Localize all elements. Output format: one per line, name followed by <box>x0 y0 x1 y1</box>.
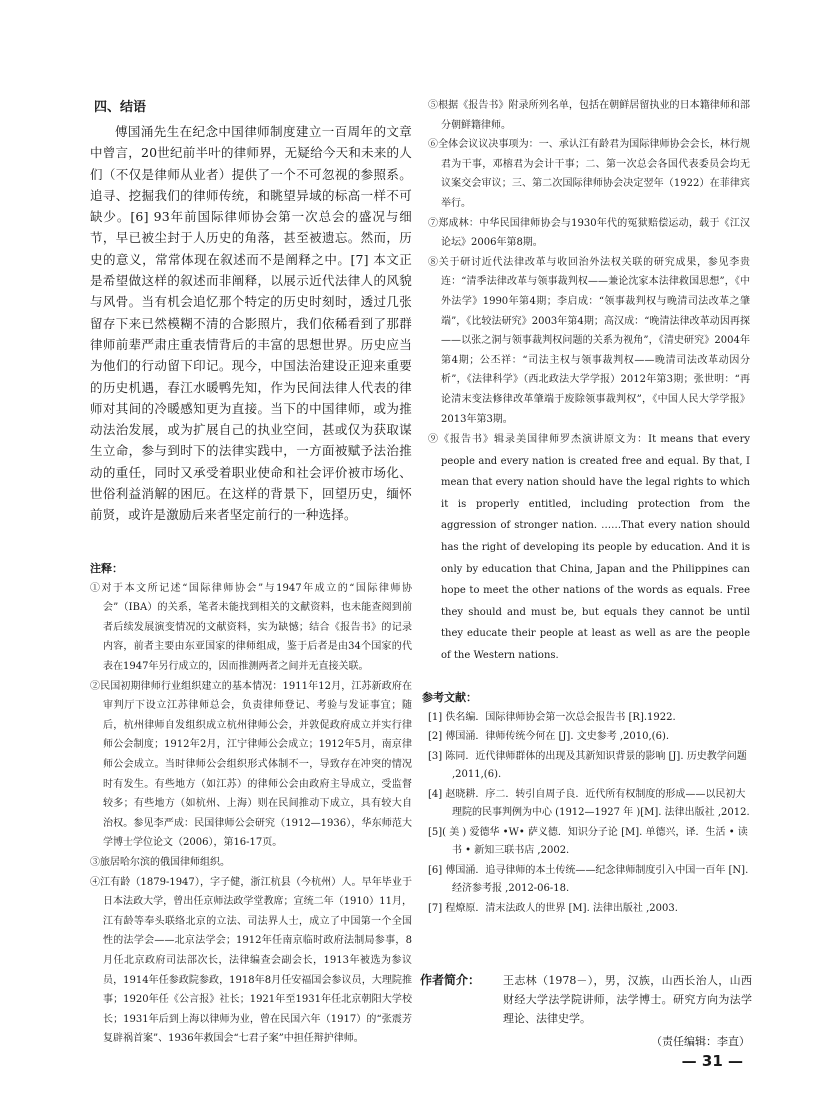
note-8: ⑧关于研讨近代法律改革与收回治外法权关联的研究成果，参见李贵连：“清季法律改革与领事裁判权——兼论沈家本法律救国思想”，《中外法学》1990年第4期；李启成：“领事裁判权与晚清司法改革之肇端”，《比较法研究》2003年第4期；高汉成：“晚清法律改革动因再探——以张之洞与领事裁判权问题的关系为视角”，《清史研究》2004年第4期；公丕祥：“司法主权与领事裁判权——晚清司法改革动因分析”，《法律科学》（西北政法大学学报）2012年第3期；张世明：“再论清末变法修律改革肇端于废除领事裁判权”，《中国人民大学学报》2013年第3期。 <box>428 256 750 425</box>
reference-3: [3] 陈同．近代律师群体的出现及其新知识背景的影响 [J]. 历史教学问题 ,2011,(6). <box>428 750 747 781</box>
references-heading: 参考文献： <box>422 690 477 704</box>
left-column <box>90 96 412 1049</box>
responsible-editor: （责任编辑：李直） <box>651 1035 750 1048</box>
section-heading: 四、结语 <box>94 100 147 115</box>
reference-5: [5]( 美 ) 爱德华 •W• 萨义德．知识分子论 [M]. 单德兴，译．生活 • 读书 • 新知三联书店 ,2002. <box>428 826 748 857</box>
page-number: — 31 — <box>681 1052 743 1070</box>
note-3: ③旅居哈尔滨的俄国律师组织。 <box>90 856 230 868</box>
note-6: ⑥全体会议议决事项为：一、承认江有龄君为国际律师协会会长，林行规君为干事，邓榕君为会计干事；二、第一次总会各国代表委员会均无议案交会审议；三、第二次国际律师协会决定翌年（1922）在菲律宾举行。 <box>428 139 750 209</box>
note-5: ⑤根据《报告书》附录所列名单，包括在朝鲜居留执业的日本籍律师和部分朝鲜籍律师。 <box>428 100 750 131</box>
author-bio <box>420 971 752 1028</box>
notes-heading: 注释： <box>90 561 123 575</box>
note-2: ②民国初期律师行业组织建立的基本情况：1911年12月，江苏新政府在审判厅下设立江苏律师总会，负责律师登记、考验与发证事宜；随后，杭州律师自发组织成立杭州律师公会，并敦促政府成立并实行律师公会制度；1912年2月，江宁律师公会成立；1912年5月，南京律师公会成立。当时律师公会组织形式体制不一，导致存在冲突的情况时有发生。有些地方（如江苏）的律师公会由政府主导成立，受监督较多；有些地方（如杭州、上海）则在民间推动下成立，具有较大自治权。参见李严成：民国律师公会研究（1912—1936），华东师范大学博士学位论文（2006），第16-17页。 <box>90 680 412 849</box>
author-bio-text: 王志林（1978－），男，汉族，山西长治人，山西财经大学法学院讲师，法学博士。研究方向为法学理论、法律史学。 <box>503 974 752 1025</box>
reference-4: [4] 赵晓耕．序二．转引自周子良．近代所有权制度的形成——以民初大理院的民事判例为中心 (1912—1927 年 )[M]. 法律出版社 ,2012. <box>428 788 750 819</box>
note-7: ⑦郑成林：中华民国律师协会与1930年代的冤狱赔偿运动，载于《江汉论坛》2006年第8期。 <box>428 217 750 249</box>
note-9: ⑨《报告书》辑录美国律师罗杰演讲原文为：It means that every people and every nation is created free and equal. By that, I mean that every nation should have the legal rights to which it is properly entitled, including protection from the aggression of stronger nation. ……That every nation should has the right of developing its people by education. And it is only by education that China, Japan and the Philippines can hope to meet the other nations of the words as equals. Free they should and must be, but equals they cannot be until they educate their people at least as well as are the people of the Western nations. <box>428 434 750 662</box>
reference-7: [7] 程燎原．清末法政人的世界 [M]. 法律出版社 ,2003. <box>428 902 678 914</box>
reference-2: [2] 傅国涌．律师传统今何在 [J]. 文史参考 ,2010,(6). <box>428 731 670 743</box>
reference-6: [6] 傅国涌．追寻律师的本土传统——纪念律师制度引入中国一百年 [N]. 经济参考报 ,2012-06-18. <box>428 864 749 895</box>
note-1: ①对于本文所记述“国际律师协会”与1947年成立的“国际律师协会”（IBA）的关系，笔者未能找到相关的文献资料，也未能查阅到前者后续发展演变情况的文献资料，实为缺憾；结合《报告书》的记录内容，前者主要由东亚国家的律师组成，鉴于后者是由34个国家的代表在1947年另行成立的，因而推测两者之间并无直接关联。 <box>90 582 412 673</box>
note-4: ④江有龄（1879-1947），字子健，浙江杭县（今杭州）人。早年毕业于日本法政大学，曾出任京师法政学堂教席；宣统二年（1910）11月，江有龄等奉头联络北京的立法、司法界人士，成立了中国第一个全国性的法学会——北京法学会；1912年任南京临时政府法制局参事，8月任北京政府司法部次长，法律编查会副会长，1913年被选为参议员，1914年任参政院参政，1918年8月任安福国会参议员，大理院推事；1920年任《公言报》社长；1921年至1931年任北京朝阳大学校长；1931年后到上海以律师为业，曾在民国六年（1917）的“张震芳复辟祸首案”、1936年救国会“七君子案”中担任辩护律师。 <box>90 876 412 1045</box>
right-column <box>422 96 750 919</box>
reference-1: [1] 佚名编．国际律师协会第一次总会报告书 [R].1922. <box>428 711 676 723</box>
conclusion-paragraph: 傅国涌先生在纪念中国律师制度建立一百周年的文章中曾言，20世纪前半叶的律师界，无疑给今天和未来的人们（不仅是律师从业者）提供了一个不可忽视的参照系。追寻、挖掘我们的律师传统，和眺望异域的标高一样不可缺少。[6] 93年前国际律师协会第一次总会的盛况与细节，早已被尘封于人历史的角落，甚至被遗忘。然而，历史的意义，常常体现在叙述而不是阐释之中。[7] 本文正是希望做这样的叙述而非阐释，以展示近代法律人的风貌与风骨。当有机会追忆那个特定的历史时刻时，透过几张留存下来已然模糊不清的合影照片，我们依稀看到了那群律师前辈严肃庄重表情背后的丰富的思想世界。历史应当为他们的行动留下印记。现今，中国法治建设正迎来重要的历史机遇，春江水暖鸭先知，作为民间法律人代表的律师对其间的冷暖感知更为直接。当下的中国律师，或为推动法治发展，或为扩展自己的执业空间，甚或仅为获取谋生立命，参与到时下的法律实践中，一方面被赋予法治推动的重任，同时又承受着职业使命和社会评价被市场化、世俗利益消解的困厄。在这样的背景下，回望历史，缅怀前贤，或许是激励后来者坚定前行的一种选择。 <box>90 124 412 523</box>
author-bio-label: 作者简介： <box>420 973 481 987</box>
